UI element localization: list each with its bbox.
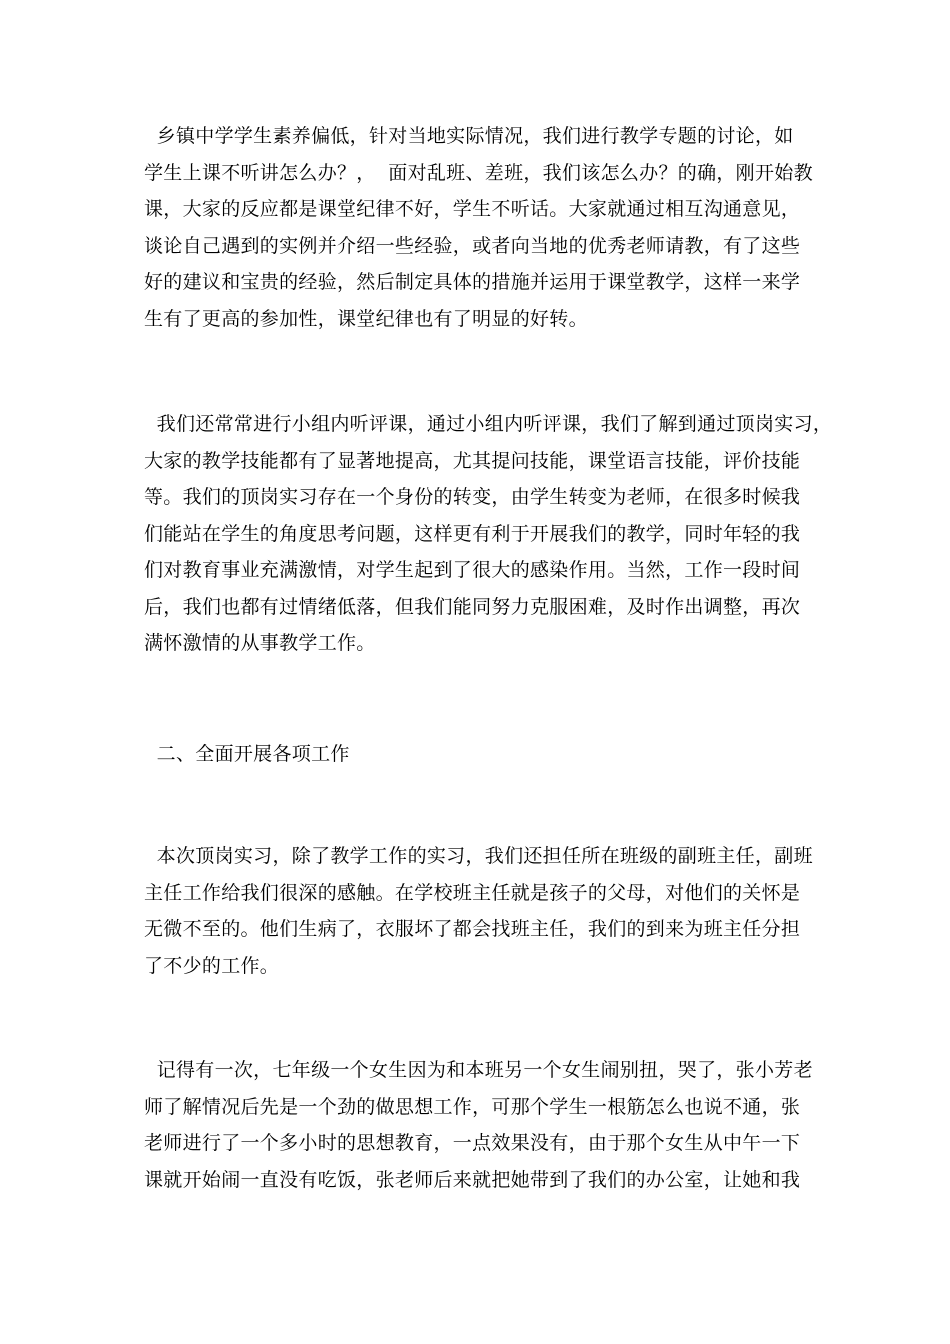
paragraph-lesson-evaluation: [144, 406, 833, 662]
text-line: 我们还常常进行小组内听评课，通过小组内听评课，我们了解到通过顶岗实习，: [144, 413, 833, 435]
text-line: 好的建议和宝贵的经验，然后制定具体的措施并运用于课堂教学，这样一来学: [144, 271, 801, 293]
heading-text: 二、全面开展各项工作: [144, 743, 350, 765]
section-heading: [144, 736, 824, 773]
text-line: 乡镇中学学生素养偏低，针对当地实际情况，我们进行教学专题的讨论，如: [144, 125, 794, 147]
text-line: 师了解情况后先是一个劲的做思想工作，可那个学生一根筋怎么也说不通，张: [144, 1095, 801, 1118]
text-line: 课就开始闹一直没有吃饭，张老师后来就把她带到了我们的办公室，让她和我: [144, 1168, 801, 1191]
paragraph-student-story: [144, 1052, 824, 1198]
text-line: 后，我们也都有过情绪低落，但我们能同努力克服困难，及时作出调整，再次: [144, 595, 801, 618]
text-line: 等。我们的顶岗实习存在一个身份的转变，由学生转变为老师，在很多时候我: [144, 486, 801, 508]
text-line: 谈论自己遇到的实例并介绍一些经验，或者向当地的优秀老师请教，有了这些: [144, 234, 801, 257]
text-line: 课，大家的反应都是课堂纪律不好，学生不听话。大家就通过相互沟通意见，: [144, 198, 801, 220]
text-line: 生有了更高的参加性，课堂纪律也有了明显的好转。: [144, 307, 588, 330]
paragraph-assistant-class-teacher: [144, 838, 824, 984]
text-line: 本次顶岗实习，除了教学工作的实习，我们还担任所在班级的副班主任，副班: [144, 845, 813, 867]
text-line: 老师进行了一个多小时的思想教育，一点效果没有，由于那个女生从中午一下: [144, 1132, 801, 1154]
text-line: 们对教育事业充满激情，对学生起到了很大的感染作用。当然，工作一段时间: [144, 559, 801, 581]
paragraph-teaching-discussion: [144, 118, 824, 337]
text-line: 满怀激情的从事教学工作。: [144, 632, 376, 654]
text-line: 了不少的工作。: [144, 954, 280, 977]
text-line: 记得有一次，七年级一个女生因为和本班另一个女生闹别扭，哭了，张小芳老: [144, 1059, 813, 1081]
text-line: 们能站在学生的角度思考问题，这样更有利于开展我们的教学，同时年轻的我: [144, 522, 801, 545]
text-line: 无微不至的。他们生病了，衣服坏了都会找班主任，我们的到来为班主任分担: [144, 918, 801, 940]
text-line: 学生上课不听讲怎么办？， 面对乱班、差班，我们该怎么办？的确，刚开始教: [144, 161, 813, 184]
text-line: 大家的教学技能都有了显著地提高，尤其提问技能，课堂语言技能，评价技能: [144, 449, 801, 472]
text-line: 主任工作给我们很深的感触。在学校班主任就是孩子的父母，对他们的关怀是: [144, 881, 801, 904]
